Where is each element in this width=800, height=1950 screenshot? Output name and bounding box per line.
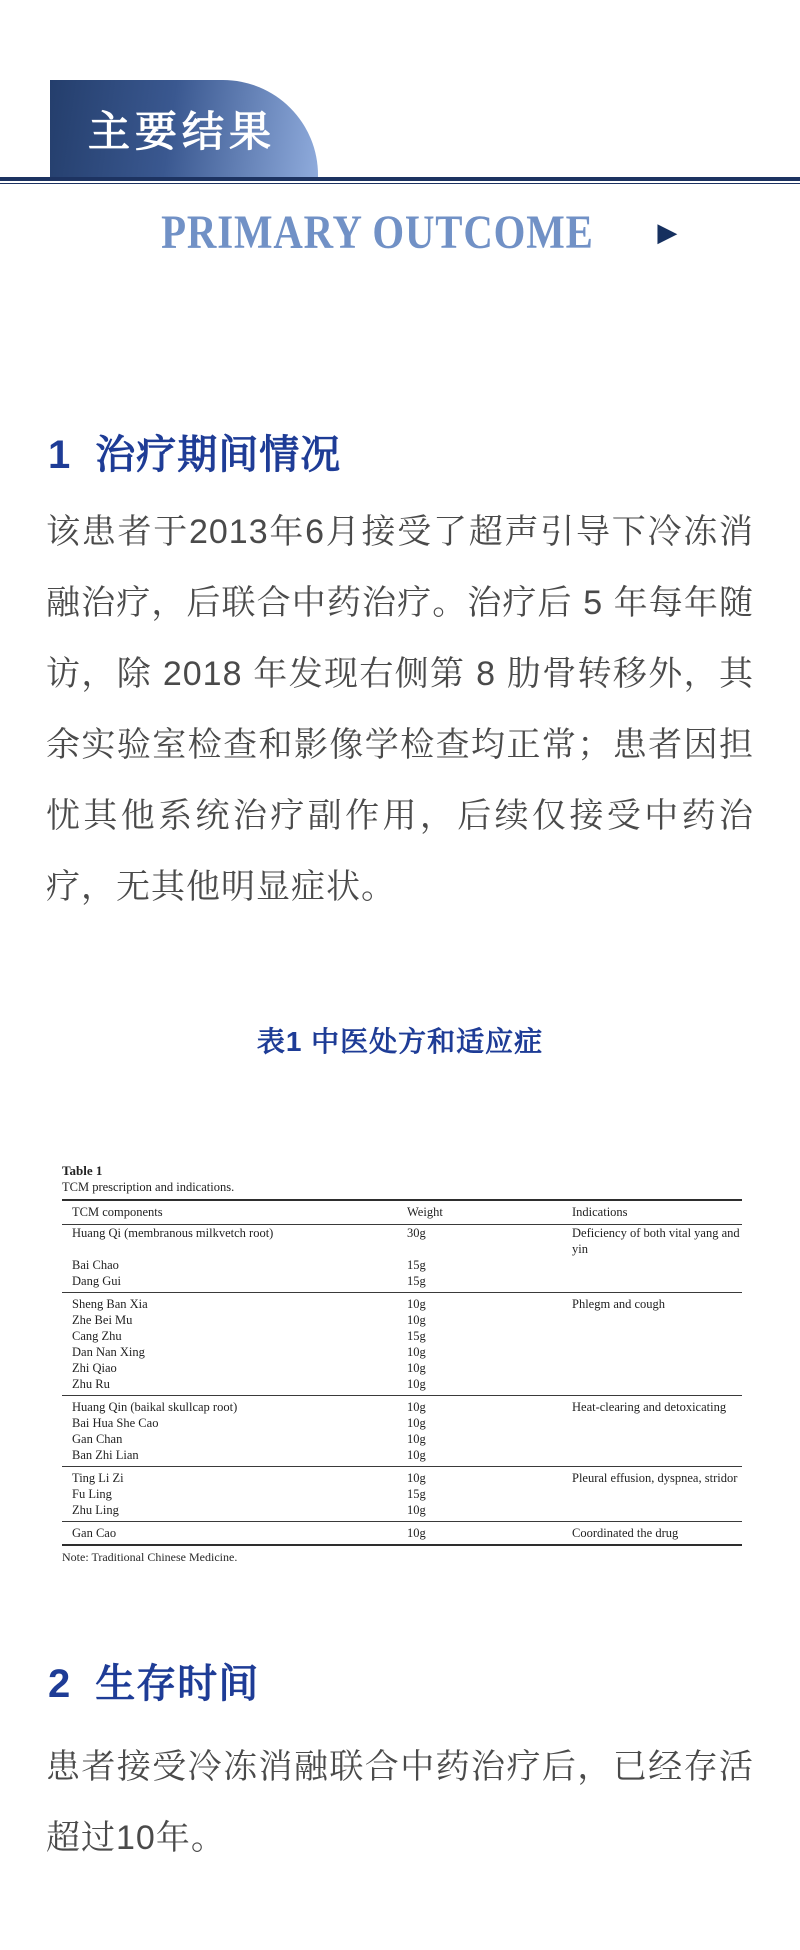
section-2-heading	[48, 1652, 259, 1709]
weight-cell: 10g	[407, 1377, 426, 1391]
table-header-row	[62, 1200, 742, 1225]
indication-cell	[572, 1415, 742, 1431]
component-name-cell: Ting Li Zi	[62, 1467, 407, 1487]
header-divider	[0, 177, 800, 186]
table-note: Note: Traditional Chinese Medicine.	[62, 1550, 238, 1564]
weight-cell: 10g	[407, 1448, 426, 1462]
indication-cell	[572, 1344, 742, 1360]
component-name-cell: Dan Nan Xing	[72, 1345, 145, 1359]
section-1-title: 治疗期间情况	[95, 433, 342, 477]
table-row	[62, 1293, 742, 1313]
indication-cell	[572, 1360, 742, 1376]
col-header-components: TCM components	[62, 1200, 407, 1225]
table-row	[62, 1486, 742, 1502]
play-arrow-icon: ▶	[657, 217, 678, 248]
section-2-paragraph: 患者接受冷冻消融联合中药治疗后，已经存活超过10年。	[46, 1748, 754, 1857]
weight-cell: 10g	[407, 1503, 426, 1517]
weight-cell: 10g	[407, 1467, 572, 1487]
component-name-cell: Zhu Ru	[72, 1377, 110, 1391]
component-name-cell: Huang Qi (membranous milkvetch root)	[72, 1226, 274, 1240]
indication-cell	[572, 1447, 742, 1467]
section-2-number: 2	[48, 1662, 72, 1706]
table-row	[62, 1344, 742, 1360]
indication-cell	[572, 1376, 742, 1396]
table-row	[62, 1257, 742, 1273]
table-row	[62, 1396, 742, 1416]
indication-cell: Phlegm and cough	[572, 1293, 742, 1313]
table-row	[62, 1502, 742, 1522]
table-row	[62, 1431, 742, 1447]
indication-cell: Pleural effusion, dyspnea, stridor	[572, 1467, 742, 1487]
indication-cell	[572, 1486, 742, 1502]
indication-cell: Heat-clearing and detoxicating	[572, 1396, 742, 1416]
section-1-number: 1	[48, 433, 72, 477]
col-header-indications: Indications	[572, 1200, 742, 1225]
weight-cell: 30g	[407, 1226, 426, 1240]
indication-cell	[572, 1312, 742, 1328]
weight-cell: 10g	[407, 1432, 426, 1446]
table-row	[62, 1360, 742, 1376]
component-name-cell: Bai Hua She Cao	[72, 1416, 159, 1430]
weight-cell: 10g	[407, 1345, 426, 1359]
weight-cell: 15g	[407, 1487, 426, 1501]
table-row	[62, 1415, 742, 1431]
primary-outcome-title: PRIMARY OUTCOME	[160, 206, 594, 259]
table-row	[62, 1522, 742, 1546]
weight-cell: 10g	[407, 1293, 572, 1313]
component-name-cell: Bai Chao	[72, 1258, 119, 1272]
table-caption-label: Table 1	[62, 1163, 103, 1178]
indication-cell	[572, 1273, 742, 1293]
subtitle-row	[0, 205, 800, 260]
table-row	[62, 1225, 742, 1258]
section-1-paragraph: 该患者于2013年6月接受了超声引导下冷冻消融治疗，后联合中药治疗。治疗后 5 年每年随访，除 2018 年发现右侧第 8 肋骨转移外，其余实验室检查和影像学检查均正常；患者因担忧其他系统治疗副作用，后续仅接受中药治疗，无其他明显症状。	[46, 513, 754, 906]
indication-cell	[572, 1328, 742, 1344]
table-row	[62, 1312, 742, 1328]
component-name-cell: Zhu Ling	[72, 1503, 119, 1517]
weight-cell: 15g	[407, 1258, 426, 1272]
header-banner	[50, 80, 318, 177]
indication-cell: Coordinated the drug	[572, 1522, 742, 1546]
section-1-heading	[48, 423, 341, 480]
weight-cell: 15g	[407, 1274, 426, 1288]
component-name-cell: Cang Zhu	[72, 1329, 122, 1343]
tcm-table	[62, 1199, 742, 1546]
indication-cell: Deficiency of both vital yang and yin	[572, 1226, 740, 1256]
indication-cell	[572, 1502, 742, 1522]
indication-cell	[572, 1431, 742, 1447]
component-name-cell: Gan Chan	[72, 1432, 123, 1446]
banner-title: 主要结果	[88, 109, 277, 156]
weight-cell: 15g	[407, 1329, 426, 1343]
weight-cell: 10g	[407, 1522, 572, 1546]
table-row	[62, 1467, 742, 1487]
weight-cell: 10g	[407, 1396, 572, 1416]
weight-cell: 10g	[407, 1313, 426, 1327]
table-row	[62, 1447, 742, 1467]
indication-cell	[572, 1257, 742, 1273]
section-2-title: 生存时间	[95, 1662, 260, 1706]
component-name-cell: Huang Qin (baikal skullcap root)	[62, 1396, 407, 1416]
table-caption-text: TCM prescription and indications.	[62, 1180, 235, 1194]
component-name-cell: Ban Zhi Lian	[72, 1448, 139, 1462]
weight-cell: 10g	[407, 1416, 426, 1430]
component-name-cell: Fu Ling	[72, 1487, 112, 1501]
component-name-cell: Zhe Bei Mu	[72, 1313, 133, 1327]
table-row	[62, 1376, 742, 1396]
component-name-cell: Dang Gui	[72, 1274, 121, 1288]
component-name-cell: Zhi Qiao	[72, 1361, 117, 1375]
table-row	[62, 1328, 742, 1344]
table-1-heading: 表1 中医处方和适应症	[256, 1026, 544, 1057]
weight-cell: 10g	[407, 1361, 426, 1375]
component-name-cell: Sheng Ban Xia	[62, 1293, 407, 1313]
component-name-cell: Gan Cao	[62, 1522, 407, 1546]
table-row	[62, 1273, 742, 1293]
journal-table-figure	[62, 1163, 742, 1565]
col-header-weight: Weight	[407, 1200, 572, 1225]
